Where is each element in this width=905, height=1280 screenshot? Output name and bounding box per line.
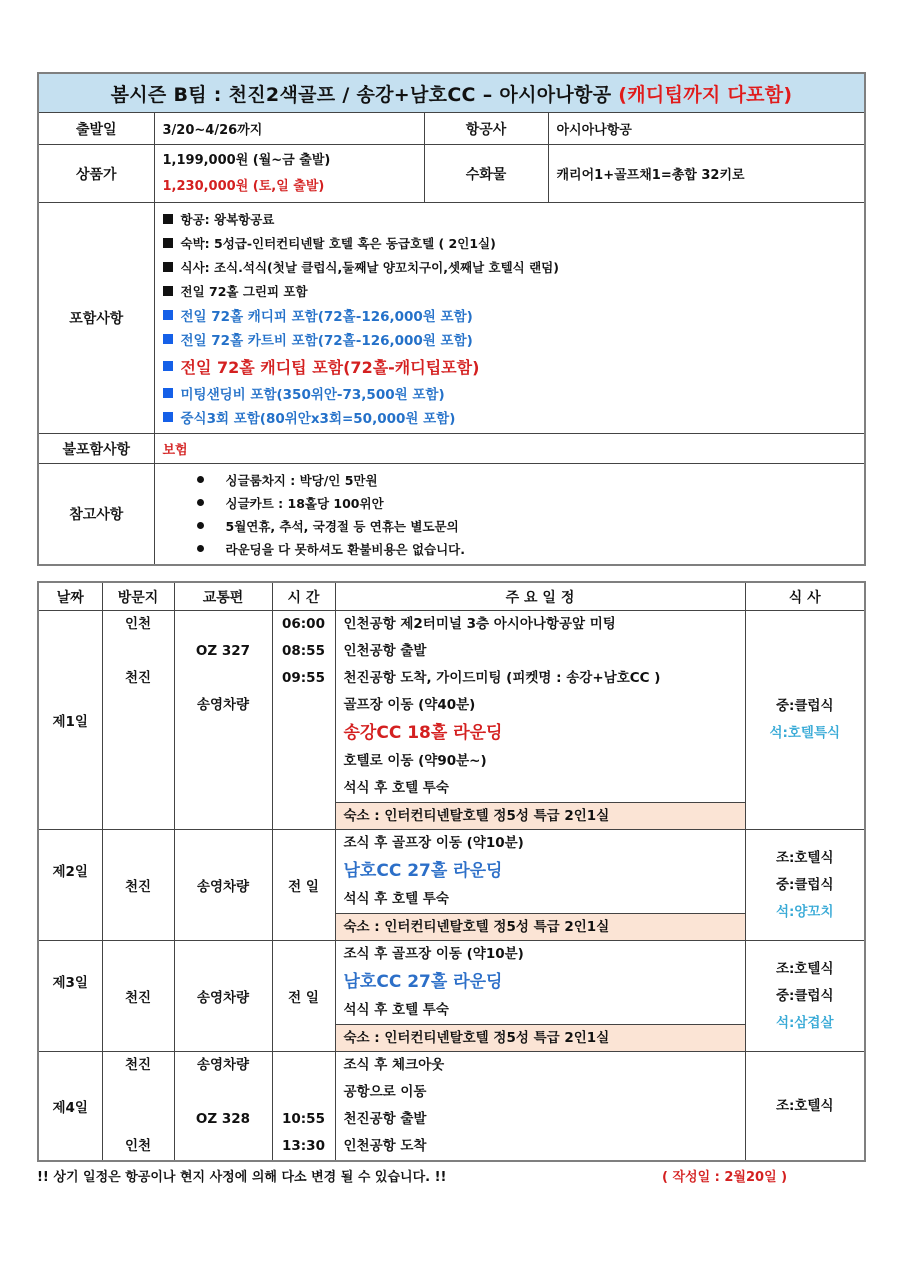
included-item: 미팅샌딩비 포함(350위안-73,500원 포함): [163, 381, 865, 405]
transport-cell: 송영차량: [174, 830, 272, 941]
transport-cell: 송영차량: [174, 941, 272, 1052]
included-item: 식사: 조식.석식(첫날 클럽식,둘째날 양꼬치구이,셋째날 호텔식 랜덤): [163, 255, 865, 279]
hotel-info: 숙소 : 인터컨티넨탈호텔 정5성 특급 2인1실: [336, 802, 745, 829]
included-item-highlight: 전일 72홀 캐디팁 포함(72홀-캐디팁포함): [163, 351, 865, 381]
hotel-info: 숙소 : 인터컨티넨탈호텔 정5성 특급 2인1실: [336, 1024, 745, 1051]
golf-round-highlight: 남호CC 27홀 라운딩: [343, 861, 503, 881]
included-item: 전일 72홀 캐디피 포함(72홀-126,000원 포함): [163, 303, 865, 327]
bullet-dot-icon: [197, 499, 204, 506]
square-bullet-icon: [163, 238, 173, 248]
place-cell: 천진: [102, 941, 174, 1052]
itinerary-table: [37, 581, 866, 1162]
included-label: 포함사항: [38, 203, 154, 434]
itinerary-header-row: [38, 582, 865, 611]
time-cell: 06:00 08:55 09:55: [272, 611, 335, 830]
events-cell: 조식 후 골프장 이동 (약10분) 남호CC 27홀 라운딩 석식 후 호텔 투숙 숙소 : 인터컨티넨탈호텔 정5성 특급 2인1실: [335, 830, 745, 941]
square-bullet-icon: [163, 361, 173, 371]
note-item: 싱글룸차지 : 박당/인 5만원: [197, 468, 865, 491]
airline-label: 항공사: [424, 113, 548, 145]
notes-list: [154, 464, 865, 566]
square-bullet-icon: [163, 334, 173, 344]
price-values: [154, 145, 424, 203]
header-schedule: 주 요 일 정: [335, 582, 745, 611]
day-label: 제4일: [38, 1052, 102, 1162]
price-label: 상품가: [38, 145, 154, 203]
square-bullet-icon: [163, 310, 173, 320]
day-row: [38, 941, 865, 1052]
header-transport: 교통편: [174, 582, 272, 611]
header-meal: 식 사: [745, 582, 865, 611]
baggage-label: 수화물: [424, 145, 548, 203]
meal-cell: 조:호텔식: [745, 1052, 865, 1162]
included-item: 중식3회 포함(80위안x3회=50,000원 포함): [163, 405, 865, 429]
transport-cell: OZ 327 송영차량: [174, 611, 272, 830]
hotel-info: 숙소 : 인터컨티넨탈호텔 정5성 특급 2인1실: [336, 913, 745, 940]
golf-round-highlight: 송강CC 18홀 라운딩: [343, 723, 503, 743]
excluded-value: 보험: [154, 434, 865, 464]
included-list: [154, 203, 865, 434]
baggage-value: 캐리어1+골프채1=총합 32키로: [548, 145, 865, 203]
header-date: 날짜: [38, 582, 102, 611]
day-row: [38, 1052, 865, 1162]
transport-cell: 송영차량 OZ 328: [174, 1052, 272, 1162]
day-label: 제2일: [38, 830, 102, 941]
included-item: 항공: 왕복항공료: [163, 207, 865, 231]
price-weekend: 1,230,000원 (토,일 출발): [162, 178, 325, 194]
square-bullet-icon: [163, 388, 173, 398]
meal-cell: 조:호텔식 중:클럽식 석:삼겹살: [745, 941, 865, 1052]
excluded-label: 불포함사항: [38, 434, 154, 464]
square-bullet-icon: [163, 214, 173, 224]
note-item: 싱글카트 : 18홀당 100위안: [197, 491, 865, 514]
bullet-dot-icon: [197, 476, 204, 483]
notes-label: 참고사항: [38, 464, 154, 566]
events-cell: 인천공항 제2터미널 3층 아시아나항공앞 미팅 인천공항 출발 천진공항 도착, 가이드미팅 (피켓명 : 송강+남호CC ) 골프장 이동 (약40분) 송강CC 18홀 라운딩 호텔로 이동 (약90분~) 석식 후 호텔 투숙 숙소 : 인터컨티넨탈호텔 정5성 특급 2인1실: [335, 611, 745, 830]
included-item: 전일 72홀 그린피 포함: [163, 279, 865, 303]
place-cell: 천진 인천: [102, 1052, 174, 1162]
title-main: 봄시즌 B팀 : 천진2색골프 / 송강+남호CC – 아시아나항공: [110, 83, 619, 106]
departure-label: 출발일: [38, 113, 154, 145]
time-cell: 10:55 13:30: [272, 1052, 335, 1162]
place-cell: 천진: [102, 830, 174, 941]
airline-value: 아시아나항공: [548, 113, 865, 145]
place-cell: 인천 천진: [102, 611, 174, 830]
bullet-dot-icon: [197, 545, 204, 552]
square-bullet-icon: [163, 262, 173, 272]
golf-round-highlight: 남호CC 27홀 라운딩: [343, 972, 503, 992]
included-item: 숙박: 5성급-인터컨티넨탈 호텔 혹은 동급호텔 ( 2인1실): [163, 231, 865, 255]
title-highlight: (캐디팁까지 다포함): [618, 83, 793, 106]
square-bullet-icon: [163, 286, 173, 296]
meal-cell: 조:호텔식 중:클럽식 석:양꼬치: [745, 830, 865, 941]
price-weekday: 1,199,000원 (월~금 출발): [162, 152, 331, 168]
included-item: 전일 72홀 카트비 포함(72홀-126,000원 포함): [163, 327, 865, 351]
header-time: 시 간: [272, 582, 335, 611]
square-bullet-icon: [163, 412, 173, 422]
events-cell: 조식 후 골프장 이동 (약10분) 남호CC 27홀 라운딩 석식 후 호텔 투숙 숙소 : 인터컨티넨탈호텔 정5성 특급 2인1실: [335, 941, 745, 1052]
product-info-table: [37, 72, 866, 566]
events-cell: 조식 후 체크아웃 공항으로 이동 천진공항 출발 인천공항 도착: [335, 1052, 745, 1162]
meal-cell: 중:클럽식 석:호텔특식: [745, 611, 865, 830]
day-row: [38, 830, 865, 941]
header-place: 방문지: [102, 582, 174, 611]
day-row: [38, 611, 865, 830]
note-item: 라운딩을 다 못하셔도 환불비용은 없습니다.: [197, 537, 865, 560]
day-label: 제3일: [38, 941, 102, 1052]
time-cell: 전 일: [272, 941, 335, 1052]
change-notice: !! 상기 일정은 항공이나 현지 사정에 의해 다소 변경 될 수 있습니다. !!: [37, 1170, 447, 1185]
note-item: 5월연휴, 추석, 국경절 등 연휴는 별도문의: [197, 514, 865, 537]
day-label: 제1일: [38, 611, 102, 830]
departure-value: 3/20~4/26까지: [154, 113, 424, 145]
bullet-dot-icon: [197, 522, 204, 529]
time-cell: 전 일: [272, 830, 335, 941]
document-title: [38, 73, 865, 113]
created-date: ( 작성일 : 2월20일 ): [662, 1170, 788, 1185]
